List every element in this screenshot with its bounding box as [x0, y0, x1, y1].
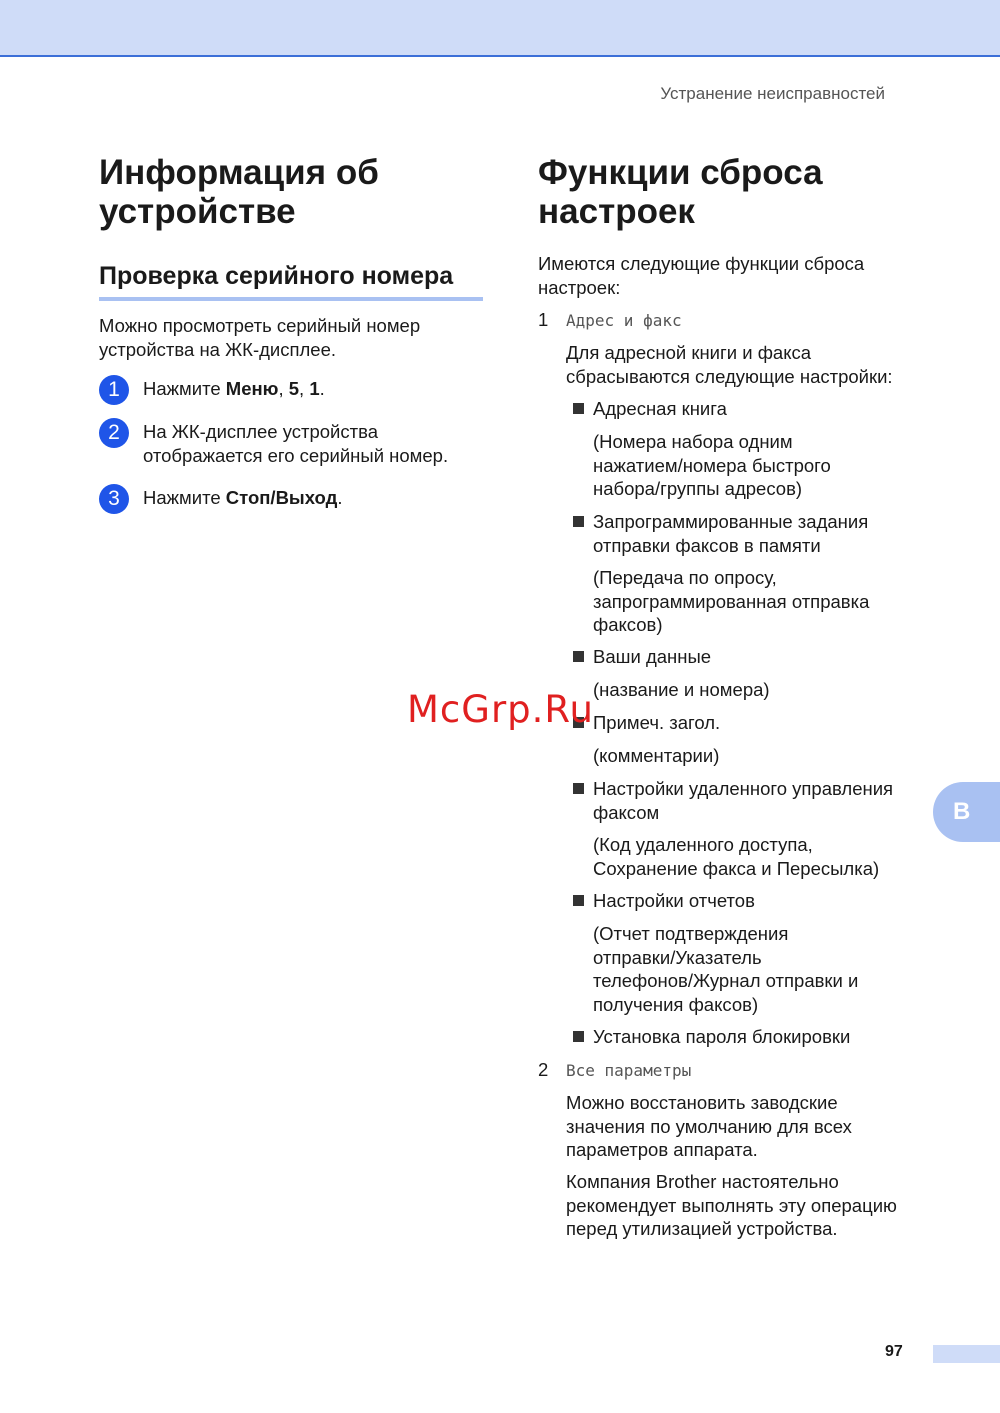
bullet-lock-password: Установка пароля блокировки [593, 1026, 851, 1047]
step-1-sep2: , [299, 378, 310, 399]
note-line: получения факсов) [593, 993, 759, 1015]
bullet-scheduled-jobs-note [593, 566, 923, 637]
note-line: набора/группы адресов) [593, 478, 803, 499]
step-3-pre: Нажмите [143, 487, 226, 508]
page-number: 97 [885, 1343, 903, 1360]
bullet-remote-fax [593, 777, 923, 824]
step-1-pre: Нажмите [143, 378, 226, 399]
item-2-para-2 [566, 1170, 897, 1241]
step-2-text [143, 420, 483, 467]
item-1-label: Адрес и факс [566, 311, 682, 330]
bullet-line: факсом [593, 801, 660, 823]
bullet-line: Настройки удаленного управления [593, 778, 894, 799]
bullet-your-data-note: (название и номера) [593, 679, 770, 700]
right-title-line1: Функции сброса [538, 153, 823, 192]
bullet-remote-fax-note [593, 833, 923, 880]
item-1-desc-line1: Для адресной книги и факса [566, 342, 812, 363]
stop-exit-key: Стоп/Выход [225, 487, 338, 508]
chapter-tab: B [933, 782, 1000, 842]
note-line: отправки/Указатель [593, 946, 762, 968]
bullet-cover-note-note: (комментарии) [593, 745, 720, 766]
note-line: (Код удаленного доступа, [593, 834, 813, 855]
bullet-address-book-note [593, 430, 923, 501]
bullet-icon [573, 783, 584, 794]
right-intro-line2: настроек: [538, 276, 621, 298]
bullet-your-data: Ваши данные [593, 646, 712, 667]
key-5: 5 [288, 378, 300, 399]
left-title-line1: Информация об [99, 153, 379, 192]
right-title-line2: настроек [538, 192, 695, 231]
left-title [99, 153, 379, 231]
para-line: Можно восстановить заводские [566, 1092, 838, 1113]
note-line: (Передача по опросу, [593, 567, 777, 588]
note-line: запрограммированная отправка [593, 590, 870, 612]
step-1-text [143, 377, 483, 401]
para-line: Компания Brother настоятельно [566, 1171, 839, 1192]
para-line: перед утилизацией устройства. [566, 1218, 838, 1239]
item-1-desc-line2: сбрасываются следующие настройки: [566, 365, 893, 387]
bullet-scheduled-jobs [593, 510, 923, 557]
bullet-icon [573, 895, 584, 906]
note-line: Сохранение факса и Пересылка) [593, 857, 880, 879]
step-1-sep1: , [278, 378, 289, 399]
para-line: рекомендует выполнять эту операцию [566, 1194, 897, 1216]
left-intro-line2: устройства на ЖК-дисплее. [99, 338, 337, 360]
para-line: параметров аппарата. [566, 1139, 758, 1160]
serial-subtitle: Проверка серийного номера [99, 260, 483, 301]
bullet-line: Запрограммированные задания [593, 511, 869, 532]
note-line: (Номера набора одним [593, 431, 793, 452]
item-2-para-1 [566, 1091, 852, 1162]
step-1-end: . [319, 378, 325, 399]
item-2-number: 2 [538, 1059, 549, 1080]
note-line: факсов) [593, 614, 663, 635]
bullet-report-settings-note [593, 922, 923, 1016]
note-line: (Отчет подтверждения [593, 923, 789, 944]
step-2-line2: отображается его серийный номер. [143, 444, 449, 466]
note-line: нажатием/номера быстрого [593, 454, 831, 476]
step-2-line1: На ЖК-дисплее устройства [143, 421, 379, 442]
item-2-label: Все параметры [566, 1061, 692, 1080]
menu-key: Меню [225, 378, 279, 399]
key-1: 1 [309, 378, 320, 399]
step-number-circle: 2 [99, 418, 129, 448]
right-intro-line1: Имеются следующие функции сброса [538, 253, 865, 274]
right-title [538, 153, 823, 231]
top-band [0, 0, 1000, 57]
right-intro [538, 252, 864, 299]
step-3-end: . [337, 487, 343, 508]
bullet-address-book: Адресная книга [593, 398, 727, 419]
bullet-icon [573, 403, 584, 414]
left-intro [99, 314, 420, 361]
bullet-report-settings: Настройки отчетов [593, 890, 755, 911]
watermark: McGrp.Ru [407, 688, 594, 731]
running-head: Устранение неисправностей [660, 84, 885, 103]
step-3-text [143, 486, 483, 510]
bullet-icon [573, 1031, 584, 1042]
bullet-cover-note: Примеч. загол. [593, 712, 721, 733]
bullet-icon [573, 516, 584, 527]
para-line: значения по умолчанию для всех [566, 1115, 852, 1137]
left-title-line2: устройстве [99, 192, 296, 231]
left-intro-line1: Можно просмотреть серийный номер [99, 315, 421, 336]
note-line: телефонов/Журнал отправки и [593, 970, 859, 991]
item-1-number: 1 [538, 309, 549, 330]
bullet-line: отправки факсов в памяти [593, 534, 821, 556]
page-number-bar [933, 1345, 1000, 1363]
bullet-icon [573, 651, 584, 662]
step-number-circle: 1 [99, 375, 129, 405]
step-number-circle: 3 [99, 484, 129, 514]
item-1-desc [566, 341, 893, 388]
